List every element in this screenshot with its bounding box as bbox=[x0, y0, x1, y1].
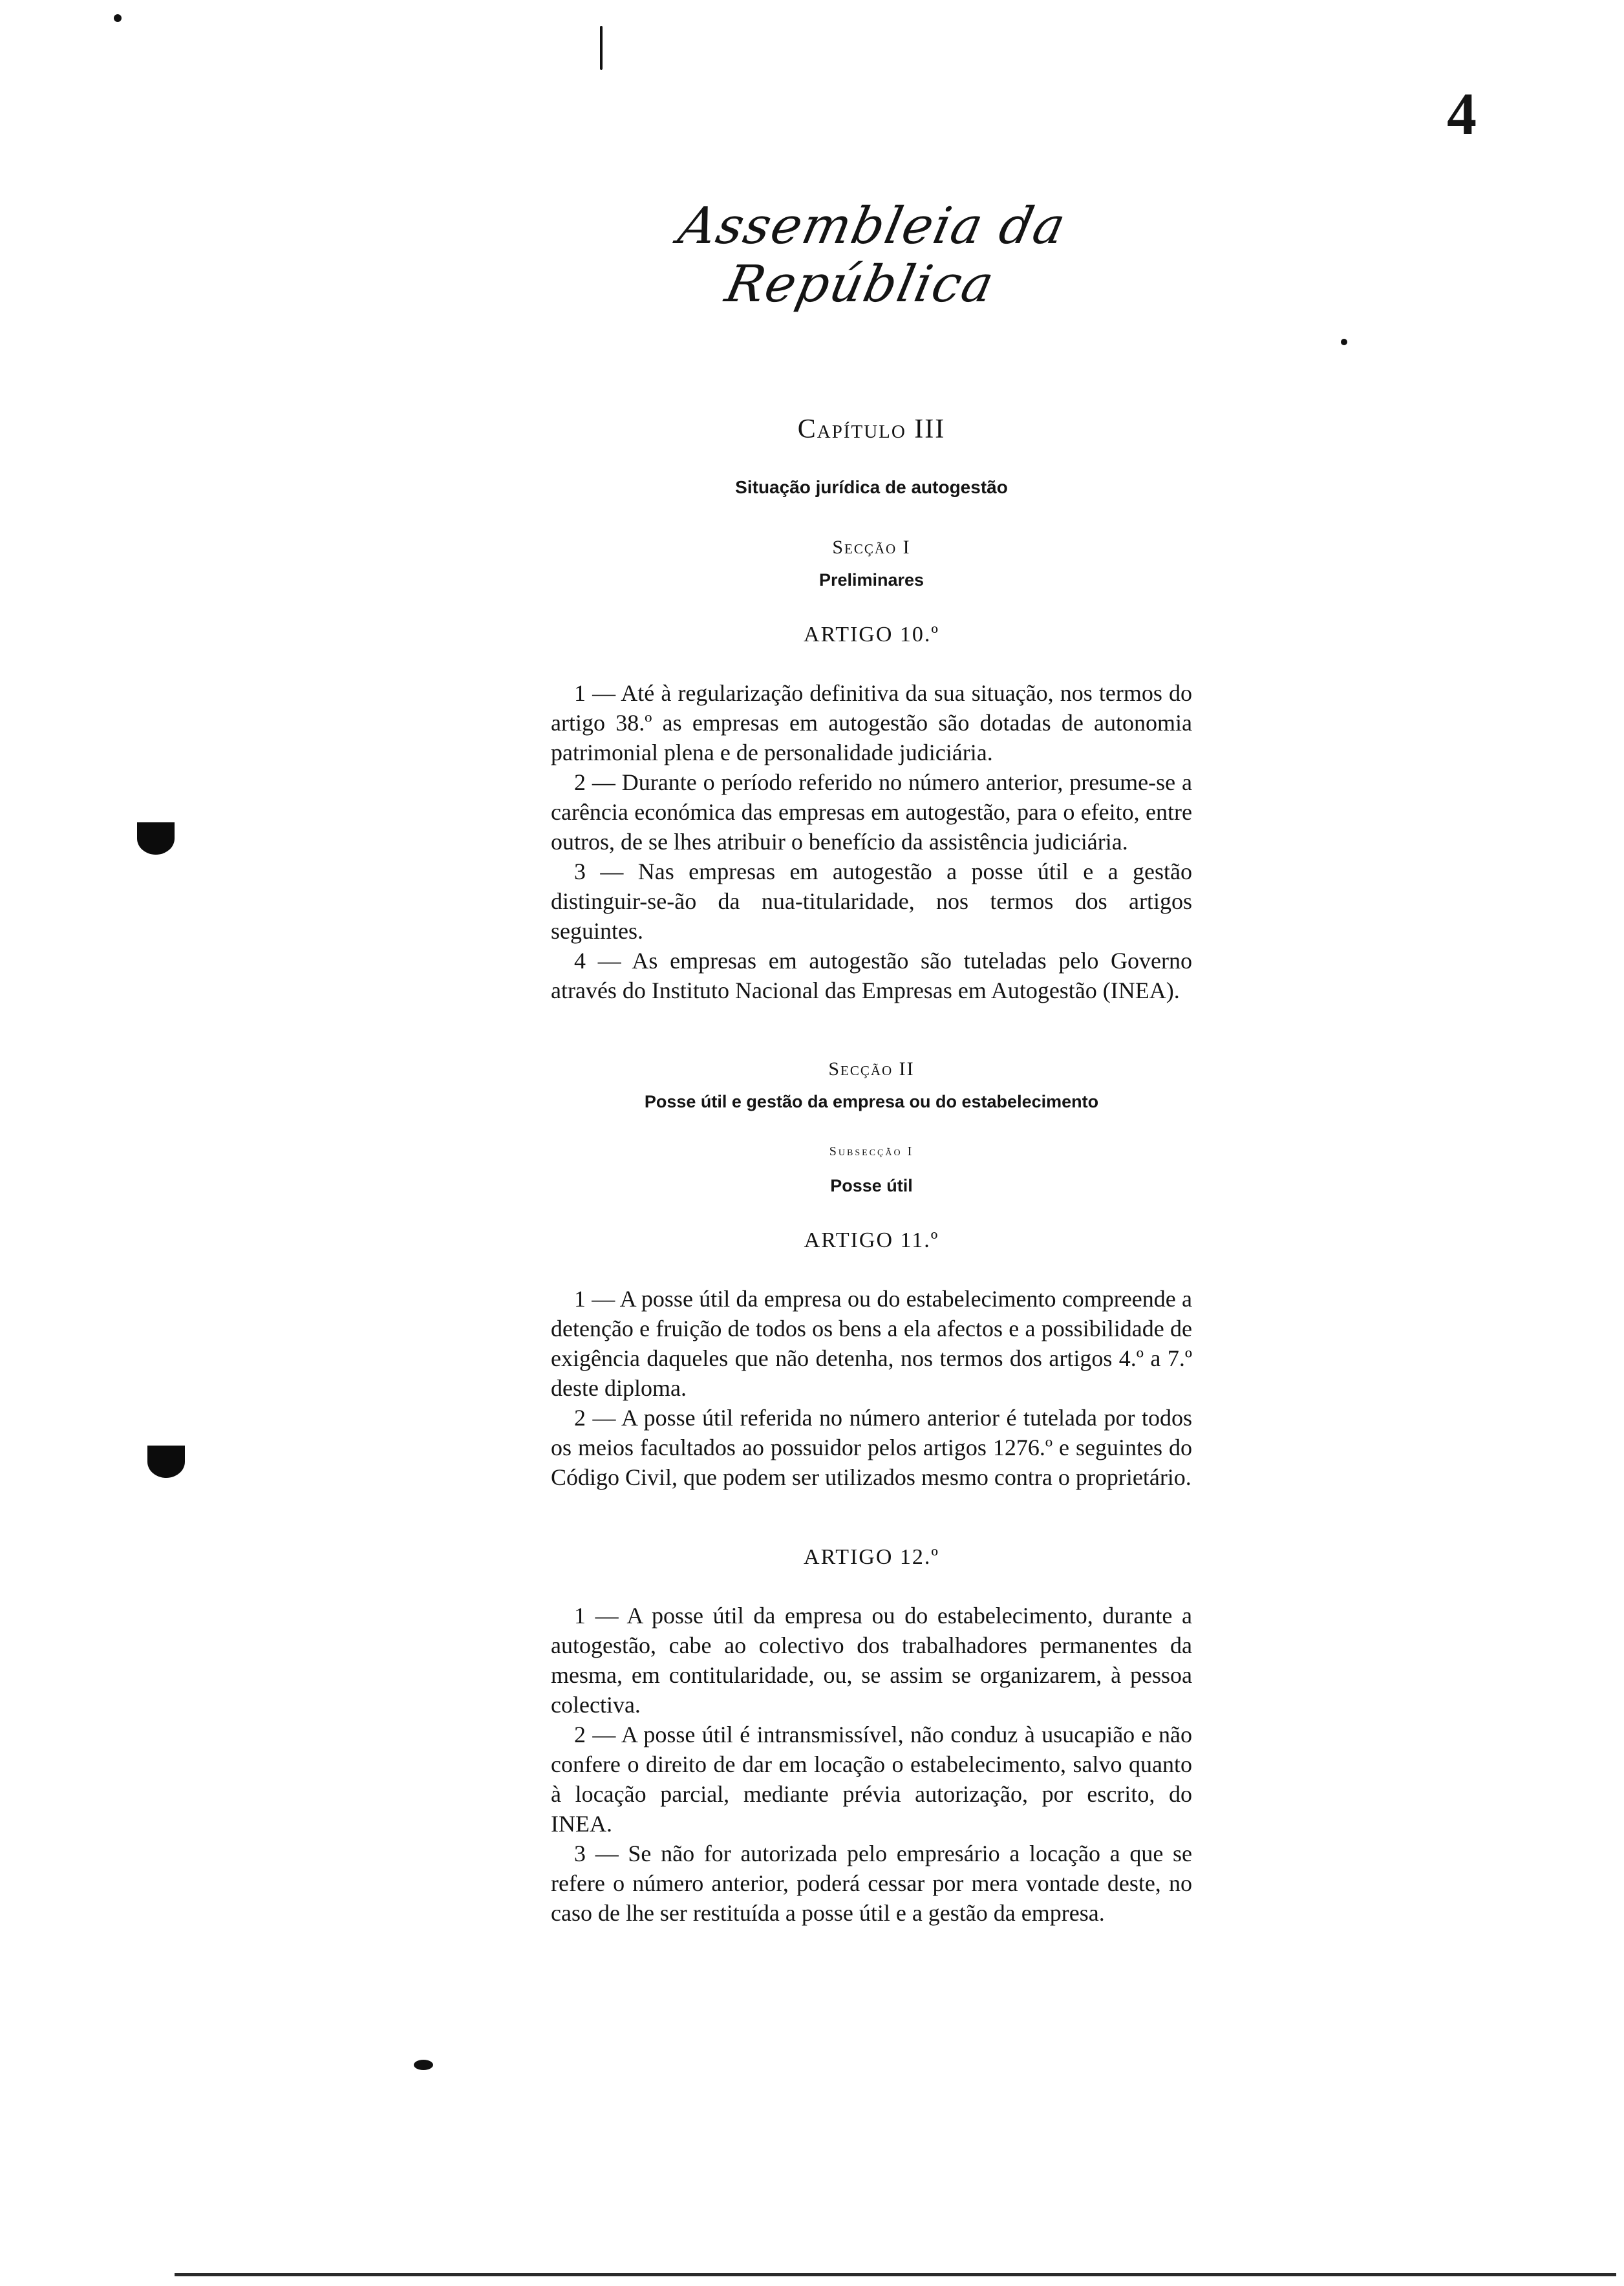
scan-speck bbox=[600, 26, 603, 70]
article-heading: ARTIGO 10.º bbox=[804, 623, 939, 646]
punch-hole-mark bbox=[147, 1446, 185, 1478]
scan-speck bbox=[414, 2060, 433, 2070]
article-paragraph: 2 — A posse útil referida no número anterior é tutelada por todos os meios facultados ao possuidor pelos artigos 1276.º e seguintes do Código Civil, que podem ser utilizados mesmo contra o proprietário. bbox=[551, 1405, 1192, 1490]
chapter-label: Capítulo III bbox=[797, 414, 946, 444]
chapter-title: Situação jurídica de autogestão bbox=[735, 477, 1008, 497]
article-paragraph: 4 — As empresas em autogestão são tuteladas pelo Governo através do Instituto Nacional das Empresas em Autogestão (INEA). bbox=[551, 948, 1192, 1003]
article-heading: ARTIGO 11.º bbox=[804, 1228, 939, 1252]
article-heading: ARTIGO 12.º bbox=[804, 1545, 939, 1569]
document-body bbox=[551, 414, 1192, 1928]
article-paragraph: 2 — A posse útil é intransmissível, não conduz à usucapião e não confere o direito de dar em locação o estabelecimento, salvo quanto à locação parcial, mediante prévia autorização, por escrito, do INEA. bbox=[551, 1722, 1192, 1837]
article-11-body bbox=[551, 1284, 1192, 1492]
bottom-edge-rule bbox=[175, 2273, 1616, 2276]
article-10-body bbox=[551, 678, 1192, 1005]
article-12-body bbox=[551, 1601, 1192, 1928]
subsection-title: Posse útil bbox=[830, 1176, 913, 1195]
section-label: Secção II bbox=[828, 1058, 915, 1080]
section-title: Posse útil e gestão da empresa ou do estabelecimento bbox=[644, 1092, 1099, 1111]
article-paragraph: 1 — Até à regularização definitiva da sua situação, nos termos do artigo 38.º as empresas em autogestão são dotadas de autonomia patrimonial plena e de personalidade judiciária. bbox=[551, 680, 1192, 765]
article-paragraph: 3 — Se não for autorizada pelo empresário a locação a que se refere o número anterior, poderá cessar por mera vontade deste, no caso de lhe ser restituída a posse útil e a gestão da empresa. bbox=[551, 1841, 1192, 1926]
punch-hole-mark bbox=[137, 822, 175, 855]
article-paragraph: 1 — A posse útil da empresa ou do estabelecimento compreende a detenção e fruição de todos os bens a ela afectos e a possibilidade de exigência daqueles que não detenha, nos termos dos artigos 4.º a 7.º deste diploma. bbox=[551, 1286, 1192, 1401]
scan-speck bbox=[1341, 339, 1347, 345]
subsection-label: Subsecção I bbox=[829, 1144, 914, 1159]
article-paragraph: 1 — A posse útil da empresa ou do estabelecimento, durante a autogestão, cabe ao colectivo dos trabalhadores permanentes da mesma, em contitularidade, ou, se assim se organizarem, à pessoa colectiva. bbox=[551, 1603, 1192, 1718]
section-title: Preliminares bbox=[818, 570, 924, 590]
article-paragraph: 2 — Durante o período referido no número anterior, presume-se a carência económica das empresas em autogestão, para o efeito, entre outros, de se lhes atribuir o benefício da assistência judiciária. bbox=[551, 769, 1192, 855]
section-label: Secção I bbox=[832, 537, 911, 558]
article-paragraph: 3 — Nas empresas em autogestão a posse útil e a gestão distinguir-se-ão da nua-titularidade, nos termos dos artigos seguintes. bbox=[551, 859, 1192, 944]
institution-header: Assembleia da República bbox=[673, 197, 1072, 314]
page-number: 4 bbox=[1447, 81, 1477, 147]
scan-speck bbox=[114, 14, 122, 22]
